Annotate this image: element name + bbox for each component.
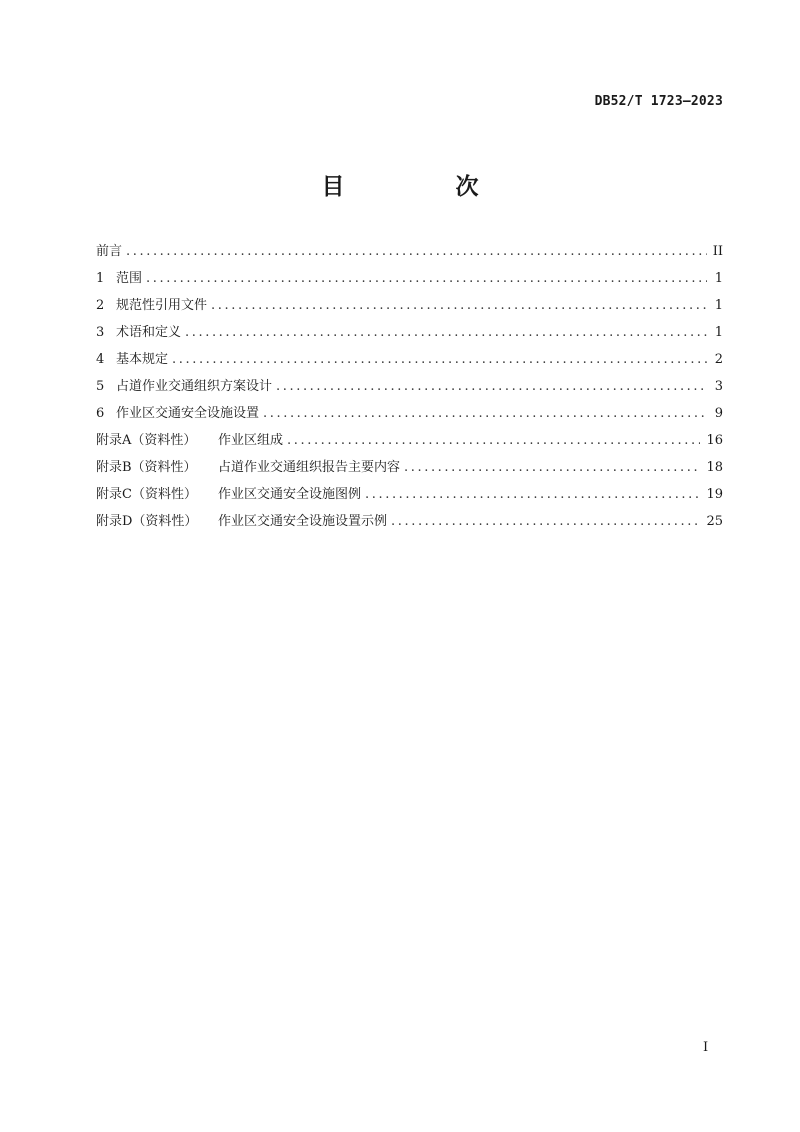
toc-leader-dots [126, 241, 707, 263]
toc-entry-title: 前言 [96, 244, 123, 259]
toc-entry-label [96, 241, 122, 263]
toc-entry-scope[interactable] [96, 268, 723, 295]
toc-entry-safety-facilities[interactable] [96, 403, 723, 430]
appendix-label: 附录C（资料性） [96, 487, 197, 502]
toc-entry-traffic-organization-design[interactable] [96, 376, 723, 403]
toc-entry-appendix-d[interactable] [96, 511, 723, 538]
toc-leader-dots [211, 295, 707, 317]
toc-entry-number: 5 [96, 379, 105, 394]
toc-entry-title: 作业区交通安全设施设置示例 [218, 514, 388, 529]
toc-page-number: 19 [706, 487, 723, 502]
toc-entry-number: 2 [96, 298, 105, 313]
toc-entry-label [96, 349, 168, 371]
standard-code: DB52/T 1723—2023 [594, 94, 723, 109]
toc-page-number: 1 [714, 271, 723, 286]
toc-entry-number: 3 [96, 325, 105, 340]
toc-page-number: 1 [714, 325, 723, 340]
toc-page-number: 9 [714, 406, 723, 421]
toc-leader-dots [276, 376, 707, 398]
toc-entry-label [96, 295, 207, 317]
toc-entry-title: 范围 [116, 271, 143, 286]
toc-page-number: 16 [706, 433, 723, 448]
toc-leader-dots [263, 403, 707, 425]
toc-entry-label [96, 511, 387, 533]
toc-entry-label [96, 403, 259, 425]
toc-entry-title: 术语和定义 [116, 325, 182, 340]
toc-entry-basic-provisions[interactable] [96, 349, 723, 376]
toc-leader-dots [146, 268, 707, 290]
page-number: I [703, 1040, 709, 1055]
appendix-label: 附录D（资料性） [96, 514, 198, 529]
toc-entry-title: 基本规定 [116, 352, 169, 367]
toc-entry-title: 作业区交通安全设施图例 [218, 487, 362, 502]
toc-entry-label [96, 268, 142, 290]
toc-page-number: 1 [714, 298, 723, 313]
toc-page-number: 18 [706, 460, 723, 475]
appendix-label: 附录B（资料性） [96, 460, 197, 475]
toc-entry-foreword[interactable] [96, 241, 723, 268]
toc-entry-title: 作业区交通安全设施设置 [116, 406, 260, 421]
toc-entry-number: 4 [96, 352, 105, 367]
toc-entry-label [96, 322, 181, 344]
appendix-label: 附录A（资料性） [96, 433, 197, 448]
toc-entry-title: 作业区组成 [218, 433, 284, 448]
toc-leader-dots [365, 484, 700, 506]
toc-leader-dots [185, 322, 707, 344]
toc-entry-appendix-c[interactable] [96, 484, 723, 511]
toc-entry-label [96, 457, 400, 479]
toc-entry-number: 1 [96, 271, 105, 286]
toc-leader-dots [172, 349, 707, 371]
toc-entry-appendix-b[interactable] [96, 457, 723, 484]
page-title: 目 次 [321, 174, 523, 200]
toc-page-number: 2 [714, 352, 723, 367]
toc-entry-label [96, 376, 272, 398]
toc-entry-terms-definitions[interactable] [96, 322, 723, 349]
toc-entry-normative-references[interactable] [96, 295, 723, 322]
toc-leader-dots [404, 457, 700, 479]
toc-entry-number: 6 [96, 406, 105, 421]
toc-page-number: 3 [714, 379, 723, 394]
toc-page-number: II [712, 244, 723, 259]
toc-leader-dots [287, 430, 700, 452]
toc-entry-label [96, 484, 361, 506]
toc-entry-title: 规范性引用文件 [116, 298, 208, 313]
toc-entry-appendix-a[interactable] [96, 430, 723, 457]
toc-entry-title: 占道作业交通组织报告主要内容 [218, 460, 401, 475]
toc-leader-dots [391, 511, 700, 533]
table-of-contents [96, 241, 723, 538]
toc-page-number: 25 [706, 514, 723, 529]
toc-entry-title: 占道作业交通组织方案设计 [116, 379, 273, 394]
toc-entry-label [96, 430, 283, 452]
